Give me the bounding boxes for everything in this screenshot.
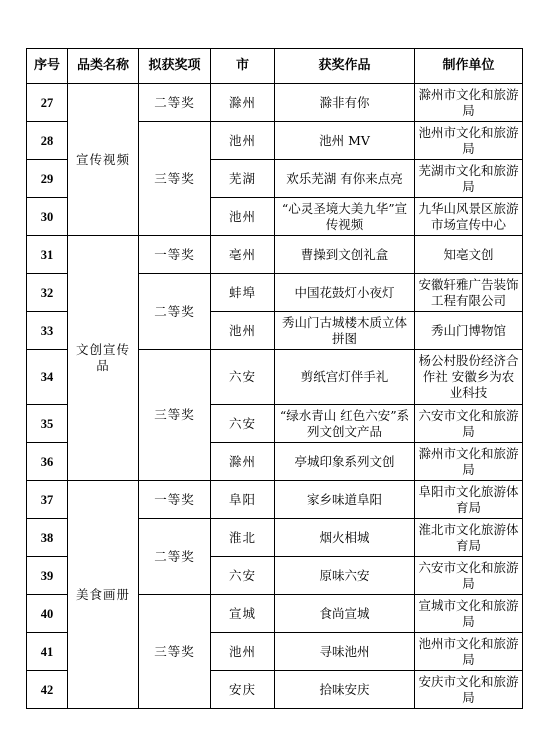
city-cell: 滁州 [211, 84, 275, 122]
award-cell: 二等奖 [139, 274, 211, 350]
unit-cell: 知亳文创 [415, 236, 523, 274]
work-cell: “绿水青山 红色六安”系列文创文产品 [275, 405, 415, 443]
unit-cell: 池州市文化和旅游局 [415, 122, 523, 160]
row-seq: 36 [27, 443, 68, 481]
award-cell: 三等奖 [139, 122, 211, 236]
unit-cell: 滁州市文化和旅游局 [415, 443, 523, 481]
row-seq: 37 [27, 481, 68, 519]
work-cell: 中国花鼓灯小夜灯 [275, 274, 415, 312]
work-cell: 亭城印象系列文创 [275, 443, 415, 481]
unit-cell: 六安市文化和旅游局 [415, 557, 523, 595]
category-cell: 宣传视频 [68, 84, 139, 236]
unit-cell: 九华山风景区旅游市场宣传中心 [415, 198, 523, 236]
row-seq: 33 [27, 312, 68, 350]
work-cell: 欢乐芜湖 有你来点亮 [275, 160, 415, 198]
work-cell: 拾味安庆 [275, 671, 415, 709]
row-seq: 31 [27, 236, 68, 274]
category-cell: 文创宣传品 [68, 236, 139, 481]
awards-table [26, 48, 523, 709]
city-cell: 宣城 [211, 595, 275, 633]
header-seq: 序号 [27, 49, 68, 84]
city-cell: 亳州 [211, 236, 275, 274]
award-cell: 一等奖 [139, 236, 211, 274]
city-cell: 池州 [211, 312, 275, 350]
row-seq: 38 [27, 519, 68, 557]
unit-cell: 滁州市文化和旅游局 [415, 84, 523, 122]
category-cell: 美食画册 [68, 481, 139, 709]
row-seq: 35 [27, 405, 68, 443]
row-seq: 34 [27, 350, 68, 405]
city-cell: 池州 [211, 122, 275, 160]
city-cell: 安庆 [211, 671, 275, 709]
row-seq: 29 [27, 160, 68, 198]
table-row [27, 236, 523, 274]
table-row [27, 481, 523, 519]
city-cell: 六安 [211, 405, 275, 443]
row-seq: 27 [27, 84, 68, 122]
row-seq: 28 [27, 122, 68, 160]
city-cell: 阜阳 [211, 481, 275, 519]
unit-cell: 安徽轩雅广告装饰工程有限公司 [415, 274, 523, 312]
row-seq: 42 [27, 671, 68, 709]
table-header-row [27, 49, 523, 84]
row-seq: 32 [27, 274, 68, 312]
unit-cell: 宣城市文化和旅游局 [415, 595, 523, 633]
work-cell: 家乡味道阜阳 [275, 481, 415, 519]
work-cell: “心灵圣境大美九华”宣传视频 [275, 198, 415, 236]
unit-cell: 阜阳市文化旅游体育局 [415, 481, 523, 519]
row-seq: 30 [27, 198, 68, 236]
row-seq: 41 [27, 633, 68, 671]
work-cell: 烟火相城 [275, 519, 415, 557]
work-cell: 剪纸宫灯伴手礼 [275, 350, 415, 405]
city-cell: 池州 [211, 198, 275, 236]
award-cell: 三等奖 [139, 350, 211, 481]
city-cell: 蚌埠 [211, 274, 275, 312]
work-cell: 曹操到文创礼盒 [275, 236, 415, 274]
unit-cell: 池州市文化和旅游局 [415, 633, 523, 671]
unit-cell: 六安市文化和旅游局 [415, 405, 523, 443]
unit-cell: 秀山门博物馆 [415, 312, 523, 350]
city-cell: 池州 [211, 633, 275, 671]
header-city: 市 [211, 49, 275, 84]
city-cell: 六安 [211, 557, 275, 595]
unit-cell: 安庆市文化和旅游局 [415, 671, 523, 709]
work-cell: 滁非有你 [275, 84, 415, 122]
table-row [27, 84, 523, 122]
header-unit: 制作单位 [415, 49, 523, 84]
work-cell: 食尚宣城 [275, 595, 415, 633]
work-cell: 秀山门古城楼木质立体拼图 [275, 312, 415, 350]
city-cell: 淮北 [211, 519, 275, 557]
city-cell: 滁州 [211, 443, 275, 481]
unit-cell: 杨公村股份经济合作社 安徽乡为农业科技 [415, 350, 523, 405]
work-cell: 池州 MV [275, 122, 415, 160]
award-cell: 三等奖 [139, 595, 211, 709]
unit-cell: 淮北市文化旅游体育局 [415, 519, 523, 557]
row-seq: 39 [27, 557, 68, 595]
header-award: 拟获奖项 [139, 49, 211, 84]
work-cell: 原味六安 [275, 557, 415, 595]
row-seq: 40 [27, 595, 68, 633]
city-cell: 芜湖 [211, 160, 275, 198]
header-category: 品类名称 [68, 49, 139, 84]
unit-cell: 芜湖市文化和旅游局 [415, 160, 523, 198]
award-cell: 二等奖 [139, 84, 211, 122]
city-cell: 六安 [211, 350, 275, 405]
award-cell: 一等奖 [139, 481, 211, 519]
header-work: 获奖作品 [275, 49, 415, 84]
award-cell: 二等奖 [139, 519, 211, 595]
work-cell: 寻味池州 [275, 633, 415, 671]
